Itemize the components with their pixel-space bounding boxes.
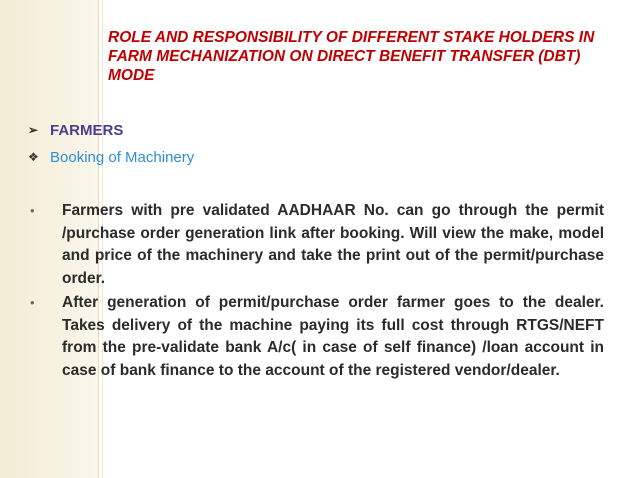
diamond-bullet-icon: ❖ — [28, 150, 39, 164]
list-item-text: Farmers with pre validated AADHAAR No. can go through the permit /purchase order generation link after booking. Will view the make, model and price of the machinery and take the print out of the permit/purchase order. — [62, 202, 604, 287]
farmers-heading — [28, 121, 123, 140]
list-item — [30, 292, 604, 382]
slide-title: ROLE AND RESPONSIBILITY OF DIFFERENT STAKE HOLDERS IN FARM MECHANIZATION ON DIRECT BENEFIT TRANSFER (DBT) MODE — [108, 29, 595, 84]
bullet-list — [30, 200, 604, 384]
dot-bullet-icon: • — [30, 203, 35, 218]
list-item — [30, 200, 604, 290]
list-item-text: After generation of permit/purchase order farmer goes to the dealer. Takes delivery of the machine paying its full cost through RTGS/NEFT from the pre-validate bank A/c( in case of self finance) /loan account in case of bank finance to the account of the registered vendor/dealer. — [62, 294, 604, 379]
farmers-heading-label: FARMERS — [50, 122, 124, 139]
dot-bullet-icon: • — [30, 295, 35, 310]
arrow-bullet-icon: ➢ — [28, 123, 39, 137]
booking-heading-label: Booking of Machinery — [50, 149, 195, 166]
booking-heading — [28, 148, 194, 167]
